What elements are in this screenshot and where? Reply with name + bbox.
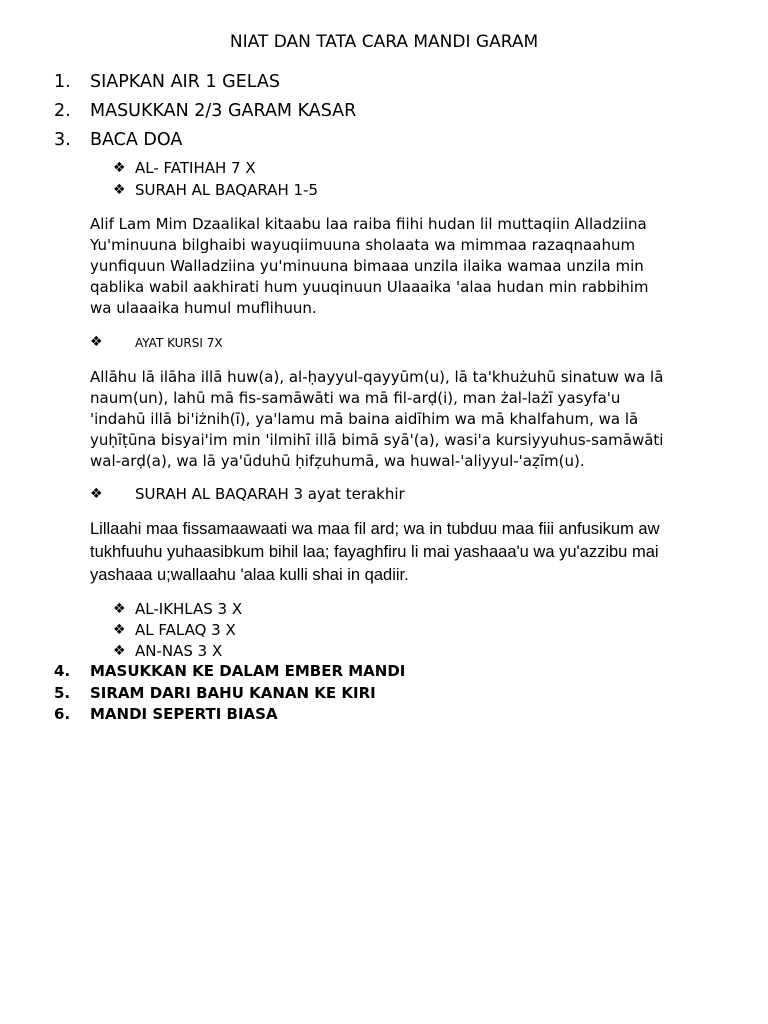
step-number: 5. bbox=[54, 684, 71, 702]
bullet-text: AL FALAQ 3 X bbox=[135, 621, 236, 639]
paragraph-baqarah-akhir bbox=[90, 518, 730, 587]
bullet-text: AL-IKHLAS 3 X bbox=[135, 600, 243, 618]
paragraph-line: yashaaa u;wallaahu 'alaa kulli shai in qadiir. bbox=[90, 566, 409, 584]
bullet-text: AL- FATIHAH 7 X bbox=[135, 159, 256, 177]
paragraph-line: yunfiquun Walladziina yu'minuuna bimaaa unzila ilaika wamaa unzila min bbox=[90, 257, 644, 275]
paragraph-line: qablika wabil aakhirati hum yuuqinuun Ulaaaika 'alaa hudan min rabbihim bbox=[90, 278, 649, 296]
diamond-bullet-icon: ❖ bbox=[113, 643, 126, 659]
paragraph-line: tukhfuuhu yuhaasibkum bihil laa; fayaghfiru li mai yashaaa'u wa yu'azzibu mai bbox=[90, 543, 659, 561]
step-text: MASUKKAN 2/3 GARAM KASAR bbox=[90, 101, 357, 121]
step-text: SIRAM DARI BAHU KANAN KE KIRI bbox=[90, 684, 376, 702]
step-number: 3. bbox=[54, 130, 71, 150]
paragraph-line: Lillaahi maa fissamaawaati wa maa fil ard; wa in tubduu maa fiii anfusikum aw bbox=[90, 520, 660, 538]
paragraph-line: wa ulaaaika humul muflihuun. bbox=[90, 299, 317, 317]
paragraph-line: wal-arḍ(a), wa lā ya'ūduhū ḥifẓuhumā, wa huwal-'aliyyul-'aẓīm(u). bbox=[90, 452, 585, 470]
paragraph-line: Alif Lam Mim Dzaalikal kitaabu laa raiba fiihi hudan lil muttaqiin Alladziina bbox=[90, 215, 647, 233]
step-text: BACA DOA bbox=[90, 130, 183, 150]
step-text: MANDI SEPERTI BIASA bbox=[90, 705, 278, 723]
diamond-bullet-icon: ❖ bbox=[113, 160, 126, 176]
paragraph-line: Yu'minuuna bilghaibi wayuqiimuuna sholaata wa mimmaa razaqnaahum bbox=[90, 236, 636, 254]
paragraph-line: 'indahū illā bi'iżnih(ī), ya'lamu mā baina aidīhim wa mā khalfahum, wa lā bbox=[90, 410, 639, 428]
paragraph-line: yuḥīṭūna bisyai'im min 'ilmihī illā bimā syā'(a), wasi'a kursiyyuhus-samāwāti bbox=[90, 431, 664, 449]
document-title: NIAT DAN TATA CARA MANDI GARAM bbox=[229, 32, 539, 52]
paragraph-line: naum(un), lahū mā fis-samāwāti wa mā fil-arḍ(i), man żal-lażī yasyfa'u bbox=[90, 389, 621, 407]
step-text: SIAPKAN AIR 1 GELAS bbox=[90, 72, 280, 92]
bullet-text: SURAH AL BAQARAH 3 ayat terakhir bbox=[135, 485, 405, 503]
step-text: MASUKKAN KE DALAM EMBER MANDI bbox=[90, 662, 406, 680]
step-number: 4. bbox=[54, 662, 71, 680]
bullet-text: AN-NAS 3 X bbox=[135, 642, 223, 660]
diamond-bullet-icon: ❖ bbox=[90, 334, 103, 350]
step-number: 1. bbox=[54, 72, 71, 92]
paragraph-baqarah bbox=[90, 214, 690, 319]
step-number: 2. bbox=[54, 101, 71, 121]
bullet-text: AYAT KURSI 7X bbox=[135, 336, 223, 350]
bullet-text: SURAH AL BAQARAH 1-5 bbox=[135, 181, 318, 199]
diamond-bullet-icon: ❖ bbox=[113, 622, 126, 638]
paragraph-line: Allāhu lā ilāha illā huw(a), al-ḥayyul-qayyūm(u), lā ta'khużuhū sinatuw wa lā bbox=[90, 368, 664, 386]
diamond-bullet-icon: ❖ bbox=[113, 182, 126, 198]
diamond-bullet-icon: ❖ bbox=[90, 486, 103, 502]
diamond-bullet-icon: ❖ bbox=[113, 601, 126, 617]
step-number: 6. bbox=[54, 705, 71, 723]
paragraph-kursi bbox=[90, 367, 690, 472]
